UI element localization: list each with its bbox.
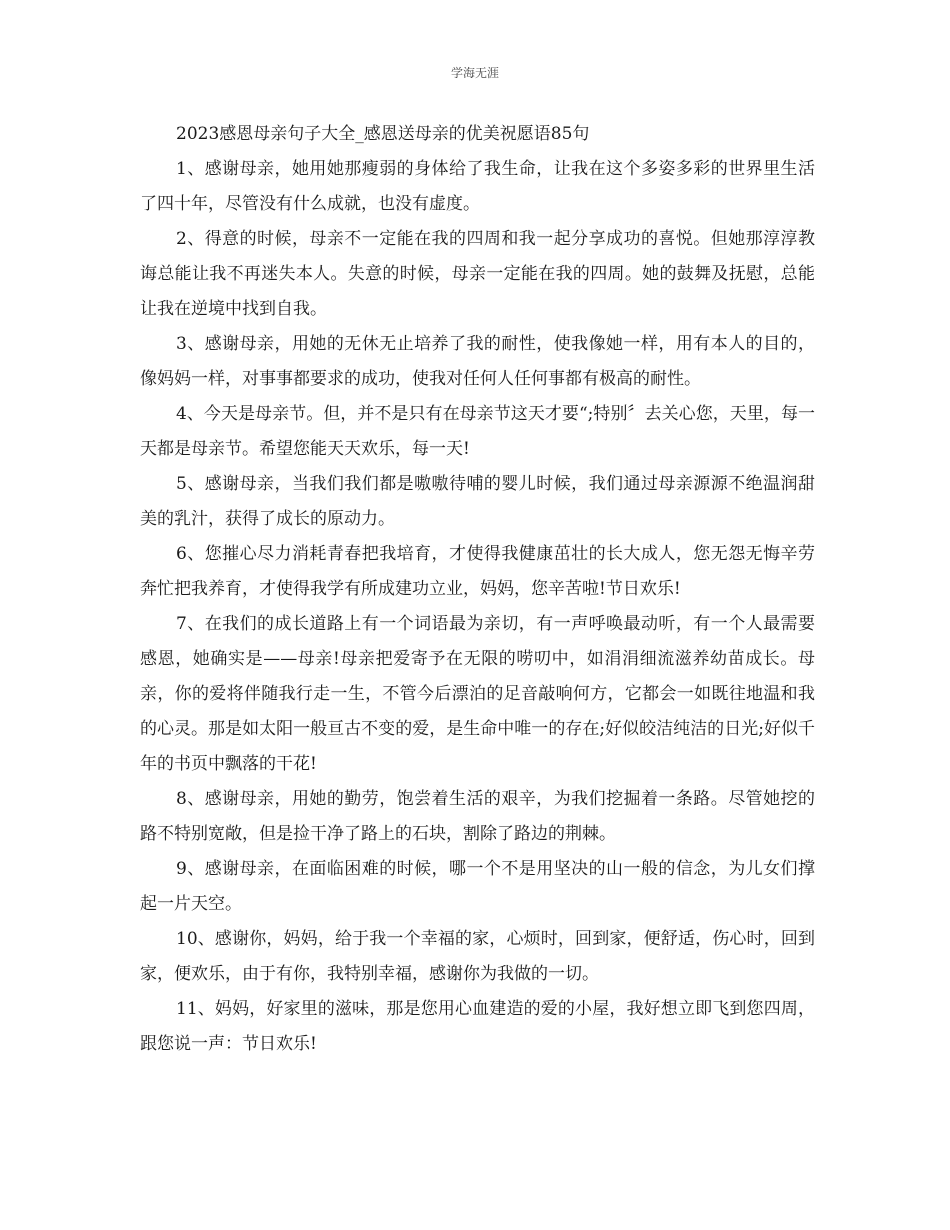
paragraph-5: 5、感谢母亲，当我们我们都是嗷嗷待哺的婴儿时候，我们通过母亲源源不绝温润甜美的乳汁，获得了成长的原动力。 — [140, 474, 815, 529]
paragraph-6: 6、您摧心尽力消耗青春把我培育，才使得我健康茁壮的长大成人，您无怨无悔辛劳奔忙把我养育，才使得我学有所成建功立业，妈妈，您辛苦啦!节日欢乐! — [140, 544, 815, 599]
paragraph-1: 1、感谢母亲，她用她那瘦弱的身体给了我生命，让我在这个多姿多彩的世界里生活了四十年，尽管没有什么成就，也没有虚度。 — [140, 159, 815, 214]
paragraph-7: 7、在我们的成长道路上有一个词语最为亲切，有一声呼唤最动听，有一个人最需要感恩，她确实是——母亲!母亲把爱寄予在无限的唠叨中，如涓涓细流滋养幼苗成长。母亲，你的爱将伴随我行走一生，不管今后漂泊的足音敲响何方，它都会一如既往地温和我的心灵。那是如太阳一般亘古不变的爱，是生命中唯一的存在;好似皎洁纯洁的日光;好似千年的书页中飘落的干花! — [140, 614, 815, 774]
paragraph-9: 9、感谢母亲，在面临困难的时候，哪一个不是用坚决的山一般的信念，为儿女们撑起一片天空。 — [140, 859, 815, 914]
paragraph-8: 8、感谢母亲，用她的勤劳，饱尝着生活的艰辛，为我们挖掘着一条路。尽管她挖的路不特别宽敞，但是捡干净了路上的石块，割除了路边的荆棘。 — [140, 789, 815, 844]
paragraph-10: 10、感谢你，妈妈，给于我一个幸福的家，心烦时，回到家，便舒适，伤心时，回到家，便欢乐，由于有你，我特别幸福，感谢你为我做的一切。 — [140, 929, 815, 984]
paragraph-3: 3、感谢母亲，用她的无休无止培养了我的耐性，使我像她一样，用有本人的目的，像妈妈一样，对事事都要求的成功，使我对任何人任何事都有极高的耐性。 — [140, 334, 815, 389]
document-body — [140, 117, 815, 1062]
paragraph-11: 11、妈妈，好家里的滋味，那是您用心血建造的爱的小屋，我好想立即飞到您四周，跟您说一声：节日欢乐! — [140, 999, 815, 1054]
paragraph-2: 2、得意的时候，母亲不一定能在我的四周和我一起分享成功的喜悦。但她那淳淳教诲总能让我不再迷失本人。失意的时候，母亲一定能在我的四周。她的鼓舞及抚慰，总能让我在逆境中找到自我。 — [140, 229, 815, 319]
document-title: 2023感恩母亲句子大全_感恩送母亲的优美祝愿语85句 — [176, 124, 590, 144]
paragraph-4: 4、今天是母亲节。但，并不是只有在母亲节这天才要“;特别〞去关心您，天里，每一天都是母亲节。希望您能天天欢乐，每一天! — [140, 404, 815, 459]
page-header-watermark: 学海无涯 — [450, 66, 499, 80]
